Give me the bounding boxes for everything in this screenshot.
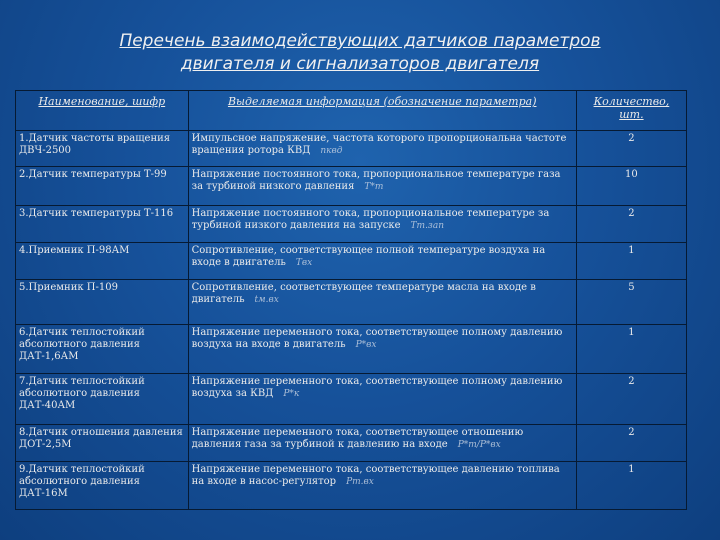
- row-info-text: Сопротивление, соответствующее полной температуре воздуха на входе в двигатель: [191, 245, 546, 268]
- row-name: 4.Приемник П-98АМ: [16, 243, 189, 280]
- header-qty: Количество, шт.: [576, 91, 686, 131]
- row-info-text: Сопротивление, соответствующее температуре масла на входе в двигатель: [191, 282, 536, 305]
- parameter-symbol: nквд: [320, 146, 343, 156]
- row-info: [188, 462, 576, 510]
- table-row: [16, 131, 687, 167]
- row-info: [188, 243, 576, 280]
- row-info: [188, 280, 576, 325]
- table-row: [16, 206, 687, 243]
- row-name: 6.Датчик теплостойкий абсолютного давления ДАТ-1,6АМ: [16, 325, 189, 374]
- slide-title: [40, 30, 680, 76]
- row-info: [188, 167, 576, 206]
- table-row: [16, 325, 687, 374]
- row-name: 5.Приемник П-109: [16, 280, 189, 325]
- row-qty: 2: [576, 206, 686, 243]
- row-name: 1.Датчик частоты вращения ДВЧ-2500: [16, 131, 189, 167]
- table-row: [16, 462, 687, 510]
- header-name: Наименование, шифр: [16, 91, 189, 131]
- parameter-symbol: tм.вх: [254, 295, 279, 305]
- row-info-text: Импульсное напряжение, частота которого пропорциональна частоте вращения ротора КВД: [191, 133, 567, 156]
- parameter-symbol: Твх: [295, 258, 313, 268]
- row-qty: 2: [576, 131, 686, 167]
- row-name: 7.Датчик теплостойкий абсолютного давления ДАТ-40АМ: [16, 374, 189, 425]
- row-info: [188, 374, 576, 425]
- sensors-table: [15, 90, 687, 510]
- parameter-symbol: Р*к: [283, 389, 300, 399]
- row-name: 3.Датчик температуры Т-116: [16, 206, 189, 243]
- table-header-row: [16, 91, 687, 131]
- row-info: [188, 325, 576, 374]
- row-qty: 5: [576, 280, 686, 325]
- row-info: [188, 131, 576, 167]
- parameter-symbol: Тт.зап: [410, 221, 444, 231]
- row-qty: 1: [576, 462, 686, 510]
- header-info: Выделяемая информация (обозначение параметра): [188, 91, 576, 131]
- table-row: [16, 280, 687, 325]
- row-info-text: Напряжение переменного тока, соответствующее отношению давления газа за турбиной к давлению на входе: [191, 427, 524, 450]
- table-row: [16, 425, 687, 462]
- parameter-symbol: Р*вх: [355, 340, 377, 350]
- row-name: 8.Датчик отношения давления ДОТ-2,5М: [16, 425, 189, 462]
- row-info-text: Напряжение постоянного тока, пропорциональное температуре газа за турбиной низкого давления: [191, 169, 561, 192]
- title-line-1: Перечень взаимодействующих датчиков параметров: [119, 31, 601, 51]
- row-info: [188, 206, 576, 243]
- title-line-2: двигателя и сигнализаторов двигателя: [180, 54, 540, 74]
- row-info-text: Напряжение переменного тока, соответствующее давлению топлива на входе в насос-регулятор: [191, 464, 560, 487]
- row-info-text: Напряжение переменного тока, соответствующее полному давлению воздуха на входе в двигатель: [191, 327, 563, 350]
- table-row: [16, 167, 687, 206]
- row-qty: 10: [576, 167, 686, 206]
- row-qty: 2: [576, 374, 686, 425]
- row-qty: 1: [576, 243, 686, 280]
- table-row: [16, 374, 687, 425]
- parameter-symbol: Рт.вх: [346, 477, 374, 487]
- parameter-symbol: Р*т/Р*вх: [457, 440, 501, 450]
- row-name: 2.Датчик температуры Т-99: [16, 167, 189, 206]
- row-info-text: Напряжение постоянного тока, пропорциональное температуре за турбиной низкого давления на запуске: [191, 208, 550, 231]
- row-name: 9.Датчик теплостойкий абсолютного давления ДАТ-16М: [16, 462, 189, 510]
- table-row: [16, 243, 687, 280]
- parameter-symbol: Т*т: [364, 182, 384, 192]
- row-info-text: Напряжение переменного тока, соответствующее полному давлению воздуха за КВД: [191, 376, 563, 399]
- row-info: [188, 425, 576, 462]
- row-qty: 2: [576, 425, 686, 462]
- row-qty: 1: [576, 325, 686, 374]
